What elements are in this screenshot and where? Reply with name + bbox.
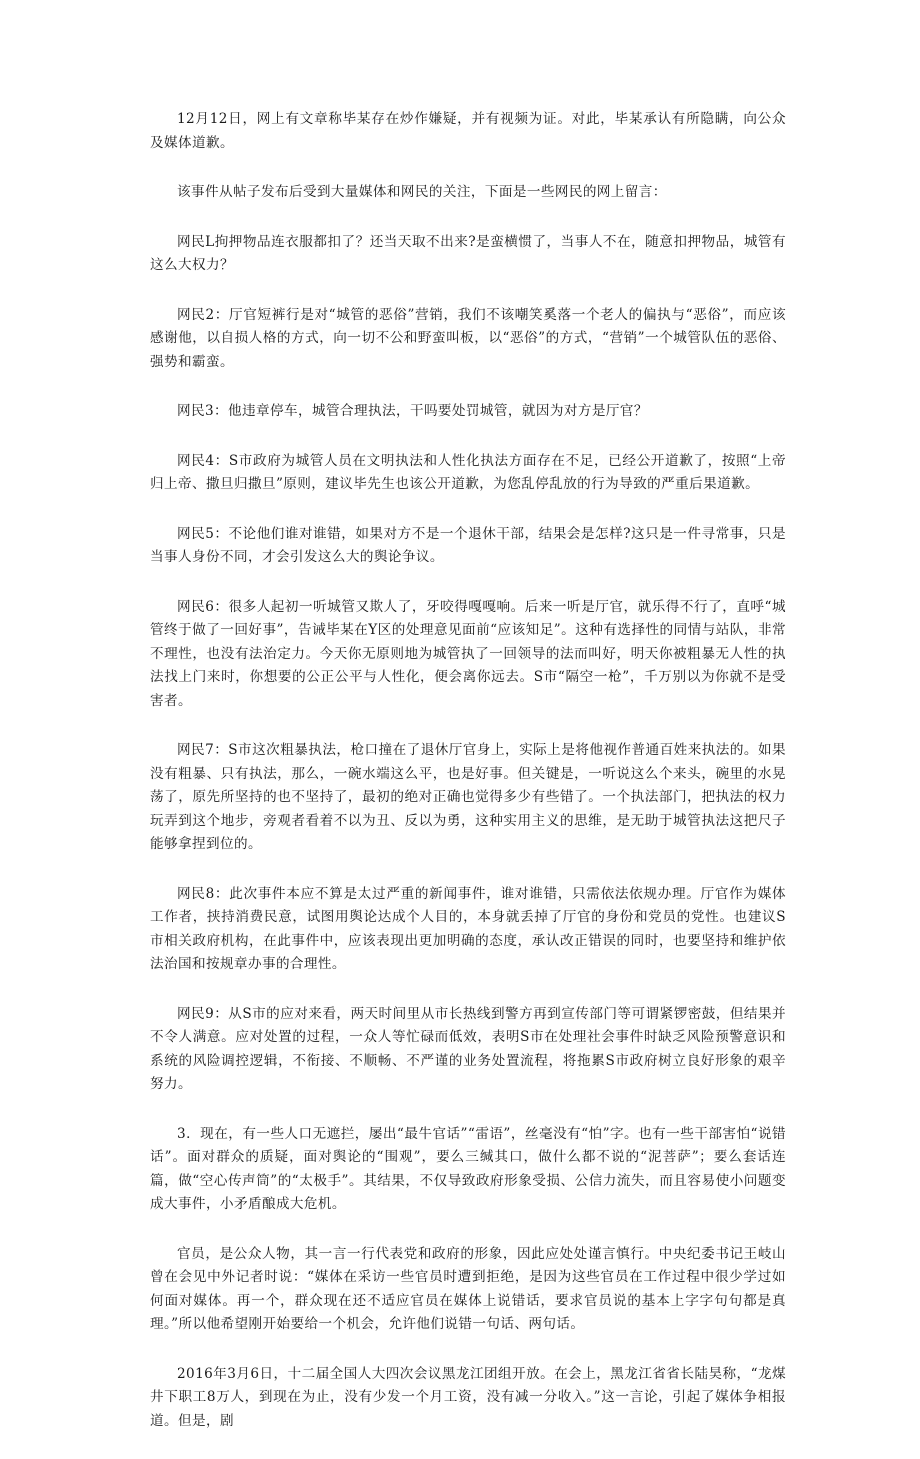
paragraph-netizen-5: 网民5：不论他们谁对谁错，如果对方不是一个退休干部，结果会是怎样?这只是一件寻常事，只是当事人身份不同，才会引发这么大的舆论争议。: [150, 525, 786, 565]
paragraph-1: 12月12日，网上有文章称毕某存在炒作嫌疑，并有视频为证。对此，毕某承认有所隐瞒，向公众及媒体道歉。: [150, 111, 786, 151]
paragraph-netizen-2: 网民2：厅官短裤行是对“城管的恶俗”营销，我们不该嘲笑奚落一个老人的偏执与“恶俗”，而应该感谢他，以自损人格的方式，向一切不公和野蛮叫板，以“恶俗”的方式，“营销”一个城管队伍的恶俗、强势和霸蛮。: [150, 306, 786, 370]
paragraph-2: 该事件从帖子发布后受到大量媒体和网民的关注，下面是一些网民的网上留言：: [177, 184, 667, 200]
document-page: [150, 108, 786, 1459]
paragraph-netizen-6: 网民6：很多人起初一听城管又欺人了，牙咬得嘎嘎响。后来一听是厅官，就乐得不行了，直呼“城管终于做了一回好事”，告诫毕某在Y区的处理意见面前“应该知足”。这种有选择性的同情与站队，非常不理性，也没有法治定力。今天你无原则地为城管执了一回领导的法而叫好，明天你被粗暴无人性的执法找上门来时，你想要的公正公平与人性化，便会离你远去。S市“隔空一枪”，千万别以为你就不是受害者。: [150, 598, 786, 709]
paragraph-2016-meeting: 2016年3月6日，十二届全国人大四次会议黑龙江团组开放。在会上，黑龙江省省长陆昊称，“龙煤井下职工8万人，到现在为止，没有少发一个月工资，没有减一分收入。”这一言论，引起了媒体争相报道。但是，剧: [150, 1365, 786, 1429]
paragraph-netizen-4: 网民4：S市政府为城管人员在文明执法和人性化执法方面存在不足，已经公开道歉了，按照“上帝归上帝、撒旦归撒旦”原则，建议毕先生也该公开道歉，为您乱停乱放的行为导致的严重后果道歉。: [150, 452, 786, 492]
paragraph-netizen-3: 网民3：他违章停车，城管合理执法，干吗要处罚城管，就因为对方是厅官？: [177, 403, 648, 419]
paragraph-netizen-8: 网民8：此次事件本应不算是太过严重的新闻事件，谁对谁错，只需依法依规办理。厅官作为媒体工作者，挟持消费民意，试图用舆论达成个人目的，本身就丢掉了厅官的身份和党员的党性。也建议S市相关政府机构，在此事件中，应该表现出更加明确的态度，承认改正错误的同时，也要坚持和维护依法治国和按规章办事的合理性。: [150, 885, 786, 972]
paragraph-section-3: 3．现在，有一些人口无遮拦，屡出“最牛官话”“雷语”，丝毫没有“怕”字。也有一些干部害怕“说错话”。面对群众的质疑，面对舆论的“围观”，要么三缄其口，做什么都不说的“泥菩萨”；要么套话连篇，做“空心传声筒”的“太极手”。其结果，不仅导致政府形象受损、公信力流失，而且容易使小问题变成大事件，小矛盾酿成大危机。: [150, 1125, 786, 1212]
paragraph-netizen-7: 网民7：S市这次粗暴执法，枪口撞在了退休厅官身上，实际上是将他视作普通百姓来执法的。如果没有粗暴、只有执法，那么，一碗水端这么平，也是好事。但关键是，一听说这么个来头，碗里的水晃荡了，原先所坚持的也不坚持了，最初的绝对正确也觉得多少有些错了。一个执法部门，把执法的权力玩弄到这个地步，旁观者看着不以为丑、反以为勇，这种实用主义的思维，是无助于城管执法这把尺子能够拿捏到位的。: [150, 742, 786, 852]
paragraph-officials: 官员，是公众人物，其一言一行代表党和政府的形象，因此应处处谨言慎行。中央纪委书记王岐山曾在会见中外记者时说：“媒体在采访一些官员时遭到拒绝，是因为这些官员在工作过程中很少学过如何面对媒体。再一个，群众现在还不适应官员在媒体上说错话，要求官员说的基本上字字句句都是真理。”所以他希望刚开始要给一个机会，允许他们说错一句话、两句话。: [150, 1245, 786, 1332]
paragraph-netizen-1: 网民L拘押物品连衣服都扣了？还当天取不出来?是蛮横惯了，当事人不在，随意扣押物品，城管有这么大权力？: [150, 233, 786, 273]
paragraph-netizen-9: 网民9：从S市的应对来看，两天时间里从市长热线到警方再到宣传部门等可谓紧锣密鼓，但结果并不令人满意。应对处置的过程，一众人等忙碌而低效，表明S市在处理社会事件时缺乏风险预警意识和系统的风险调控逻辑，不衔接、不顺畅、不严谨的业务处置流程，将拖累S市政府树立良好形象的艰辛努力。: [150, 1005, 786, 1092]
